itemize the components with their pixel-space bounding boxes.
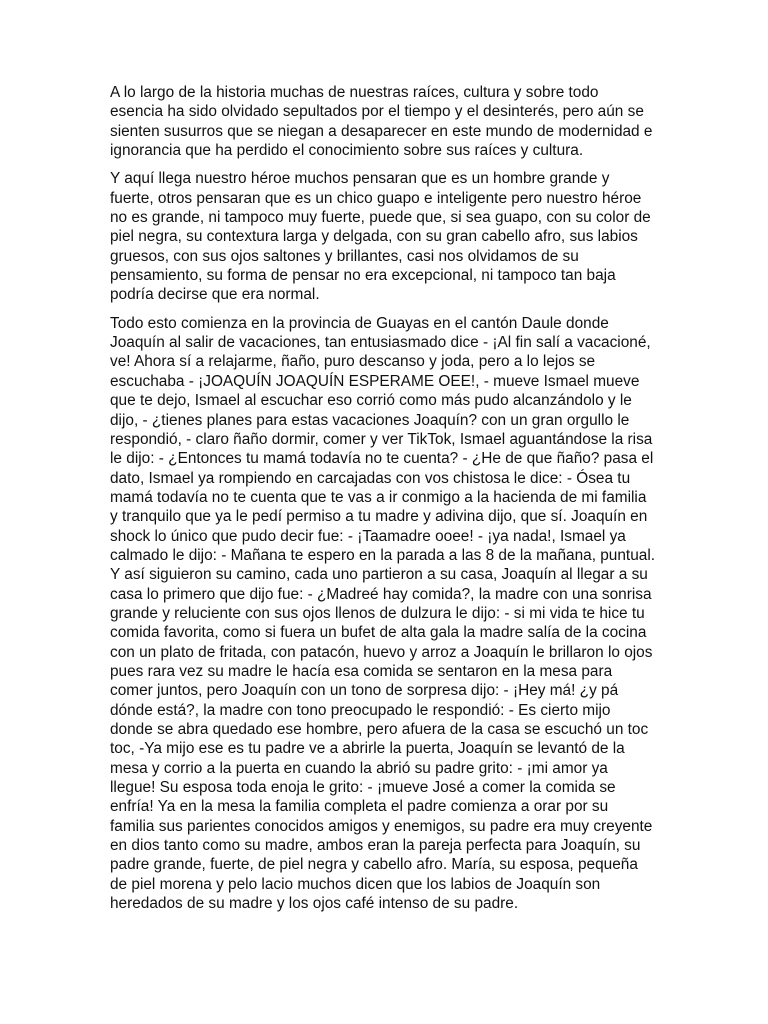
text-line: sienten susurros que se niegan a desaparecer en este mundo de modernidad e (110, 122, 653, 140)
text-line: dijo, - ¿tienes planes para estas vacaciones Joaquín? con un gran orgullo le (110, 411, 630, 429)
text-line: Y aquí llega nuestro héroe muchos pensaran que es un hombre grande y (110, 170, 610, 188)
text-line: Y así siguieron su camino, cada uno partieron a su casa, Joaquín al llegar a su (110, 566, 648, 584)
text-line: mamá todavía no te cuenta que te vas a ir conmigo a la hacienda de mi familia (110, 488, 647, 506)
text-line: comida favorita, como si fuera un bufet de alta gala la madre salía de la cocina (110, 624, 647, 642)
text-line: calmado le dijo: - Mañana te espero en la parada a las 8 de la mañana, puntual. (110, 546, 656, 564)
text-line: Todo esto comienza en la provincia de Guayas en el cantón Daule donde (110, 314, 609, 332)
text-line: mesa y corrio a la puerta en cuando la abrió su padre grito: - ¡mi amor ya (110, 759, 608, 777)
text-line: en dios tanto como su madre, ambos eran la pareja perfecta para Joaquín, su (110, 837, 641, 855)
text-line: que te dejo, Ismael al escuchar eso corrió como más pudo alcanzándolo y le (110, 392, 632, 410)
text-line: gruesos, con sus ojos saltones y brillantes, casi nos olvidamos de su (110, 247, 579, 265)
text-line: heredados de su madre y los ojos café intenso de su padre. (110, 895, 519, 913)
text-line: le dijo: - ¿Entonces tu mamá todavía no te cuenta? - ¿He de que ñaño? pasa el (110, 450, 654, 468)
text-line: llegue! Su esposa toda enoja le grito: - ¡mueve José a comer la comida se (110, 779, 616, 797)
text-line: no es grande, ni tampoco muy fuerte, puede que, si sea guapo, con su color de (110, 209, 651, 227)
text-line: casa lo primero que dijo fue: - ¿Madreé hay comida?, la madre con una sonrisa (110, 585, 652, 603)
text-line: podría decirse que era normal. (110, 286, 320, 304)
text-line: toc, -Ya mijo ese es tu padre ve a abrirle la puerta, Joaquín se levantó de la (110, 740, 625, 758)
text-line: dato, Ismael ya rompiendo en carcajadas con vos chistosa le dice: - Ósea tu (110, 469, 631, 487)
document-body (110, 83, 658, 922)
text-line: padre grande, fuerte, de piel negra y cabello afro. María, su esposa, pequeña (110, 856, 638, 874)
text-line: pensamiento, su forma de pensar no era excepcional, ni tampoco tan baja (110, 267, 616, 285)
text-line: piel negra, su contextura larga y delgada, con su gran cabello afro, sus labios (110, 228, 638, 246)
text-line: ignorancia que ha perdido el conocimiento sobre sus raíces y cultura. (110, 142, 584, 160)
text-line: comer juntos, pero Joaquín con un tono de sorpresa dijo: - ¡Hey má! ¿y pá (110, 682, 619, 700)
text-line: escuchaba - ¡JOAQUÍN JOAQUÍN ESPERAME OEE!, - mueve Ismael mueve (110, 372, 640, 390)
text-line: Joaquín al salir de vacaciones, tan entusiasmado dice - ¡Al fin salí a vacacioné, (110, 334, 651, 352)
text-line: A lo largo de la historia muchas de nuestras raíces, cultura y sobre todo (110, 84, 599, 101)
paragraph-1 (110, 83, 658, 160)
paragraph-2 (110, 169, 658, 304)
text-line: dónde está?, la madre con tono preocupado le respondió: - Es cierto mijo (110, 701, 611, 719)
text-line: y tranquilo que ya le pedí permiso a tu madre y adivina dijo, que sí. Joaquín en (110, 508, 648, 526)
text-line: grande y reluciente con sus ojos llenos de dulzura le dijo: - si mi vida te hice tu (110, 604, 645, 622)
text-line: respondió, - claro ñaño dormir, comer y ver TikTok, Ismael aguantándose la risa (110, 430, 653, 448)
text-line: donde se abra quedado ese hombre, pero afuera de la casa se escuchó un toc (110, 721, 649, 738)
text-line: shock lo único que pudo decir fue: - ¡Taamadre ooee! - ¡ya nada!, Ismael ya (110, 527, 626, 545)
text-line: fuerte, otros pensaran que es un chico guapo e inteligente pero nuestro héroe (110, 189, 642, 207)
text-line: con un plato de fritada, con patacón, huevo y arroz a Joaquín le brillaron lo ojos (110, 643, 653, 661)
text-line: esencia ha sido olvidado sepultados por el tiempo y el desinterés, pero aún se (110, 103, 644, 121)
text-line: pues rara vez su madre le hacía esa comida se sentaron en la mesa para (110, 662, 613, 680)
text-line: ve! Ahora sí a relajarme, ñaño, puro descanso y joda, pero a lo lejos se (110, 353, 596, 371)
text-line: familia sus parientes conocidos amigos y enemigos, su padre era muy creyente (110, 817, 653, 835)
paragraph-3 (110, 314, 658, 914)
text-line: de piel morena y pelo lacio muchos dicen que los labios de Joaquín son (110, 875, 601, 893)
text-line: enfría! Ya en la mesa la familia completa el padre comienza a orar por su (110, 798, 609, 816)
